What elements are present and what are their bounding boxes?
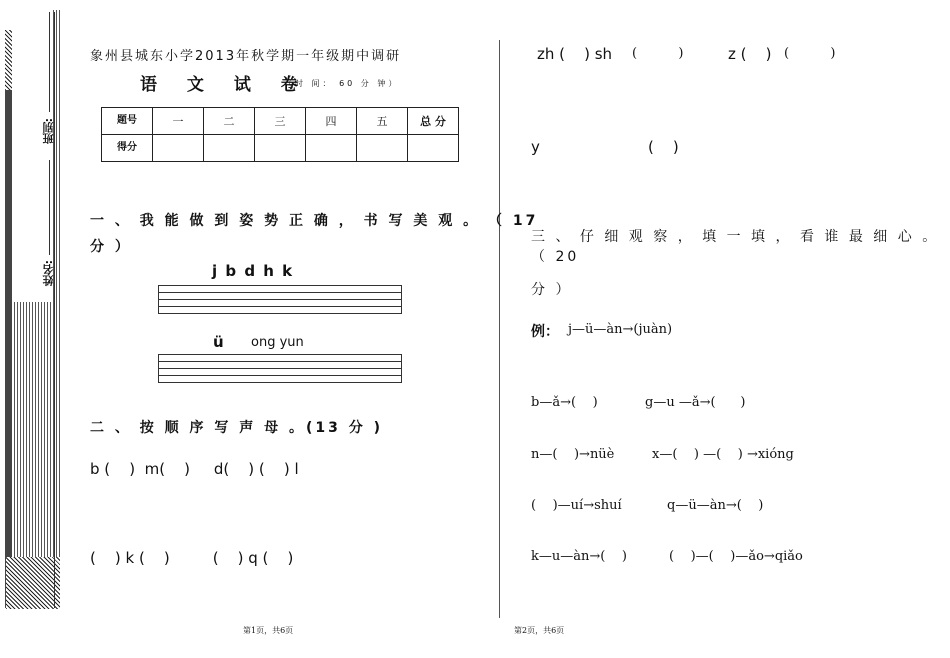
example-text: j—ü—àn→(juàn) [568,322,673,337]
right-line2-y: y [531,138,540,156]
score-header-2: 二 [204,108,255,135]
score-table-header-row [102,108,459,135]
binding-strip-edge [5,30,12,608]
section2-title: 二 、 按 顺 序 写 声 母 。(13 分 ) [90,420,384,436]
pinyin-item-8[interactable]: ( )—( )—ǎo→qiǎo [669,549,803,564]
binding-strip-pattern-top [5,30,12,90]
exam-title: 语 文 试 卷 [140,75,310,95]
score-cell-total[interactable] [408,135,459,162]
score-header-4: 四 [306,108,357,135]
section1-letter-u: ü [213,333,224,351]
page-number-right: 第2页，共6页 [514,626,565,635]
section1-title: 一 、 我 能 做 到 姿 势 正 确 ， 书 写 美 观 。 （ 17 [90,213,539,229]
score-cell-2[interactable] [204,135,255,162]
right-line2-blank[interactable]: ( ) [648,138,679,156]
score-header-label: 题号 [102,108,153,135]
name-label: 姓名: [42,260,55,287]
section2-line-2[interactable]: ( ) k ( ) ( ) q ( ) [90,549,294,567]
pinyin-item-4[interactable]: x—( ) —( ) →xióng [652,447,794,462]
section3-title-cont: 分 ） [531,282,573,298]
class-fill-line[interactable] [49,12,50,112]
section2-line-1[interactable]: b ( ) m( ) d( ) ( ) l [90,460,299,478]
pinyin-item-7[interactable]: k—u—àn→( ) [531,549,627,564]
score-table [101,107,459,162]
score-header-5: 五 [357,108,408,135]
section1-letters-2: ong yun [251,335,304,350]
score-header-total: 总 分 [408,108,459,135]
binding-strip-pattern-bottom [6,557,60,609]
section1-title-cont: 分 ） [90,239,132,255]
score-table-score-row [102,135,459,162]
writing-grid-1[interactable] [158,285,402,314]
score-cell-5[interactable] [357,135,408,162]
score-row-label: 得分 [102,135,153,162]
time-note: （时 间： 60 分 钟） [284,79,400,88]
section3-title: 三 、 仔 细 观 察 ， 填 一 填 ， 看 谁 最 细 心 。 （ 20 [531,229,940,265]
score-cell-1[interactable] [153,135,204,162]
class-label: 班别: [42,118,55,145]
name-fill-line[interactable] [49,160,50,255]
section1-letters-1: j b d h k [212,262,293,280]
score-header-3: 三 [255,108,306,135]
right-line1-blank2[interactable]: ( ) [784,46,836,61]
binding-strip-blank [14,10,52,302]
right-line1-blank[interactable]: ( ) [632,46,684,61]
writing-grid-2[interactable] [158,354,402,383]
score-header-1: 一 [153,108,204,135]
pinyin-item-6[interactable]: q—ü—àn→( ) [667,498,764,513]
binding-border-line [54,12,55,608]
page-divider [499,40,500,618]
school-line: 象州县城东小学2013年秋学期一年级期中调研 [90,49,402,64]
example-label: 例： [531,324,559,340]
pinyin-item-5[interactable]: ( )—uí→shuí [531,498,622,513]
pinyin-item-1[interactable]: b—ǎ→( ) [531,395,598,410]
score-cell-3[interactable] [255,135,306,162]
page-number-left: 第1页，共6页 [243,626,294,635]
right-line1-zh[interactable]: zh ( ) sh [537,45,613,63]
score-cell-4[interactable] [306,135,357,162]
pinyin-item-3[interactable]: n—( )→nüè [531,447,615,462]
pinyin-item-2[interactable]: g—u —ǎ→( ) [645,395,746,410]
right-line1-z[interactable]: z ( ) [728,45,772,63]
